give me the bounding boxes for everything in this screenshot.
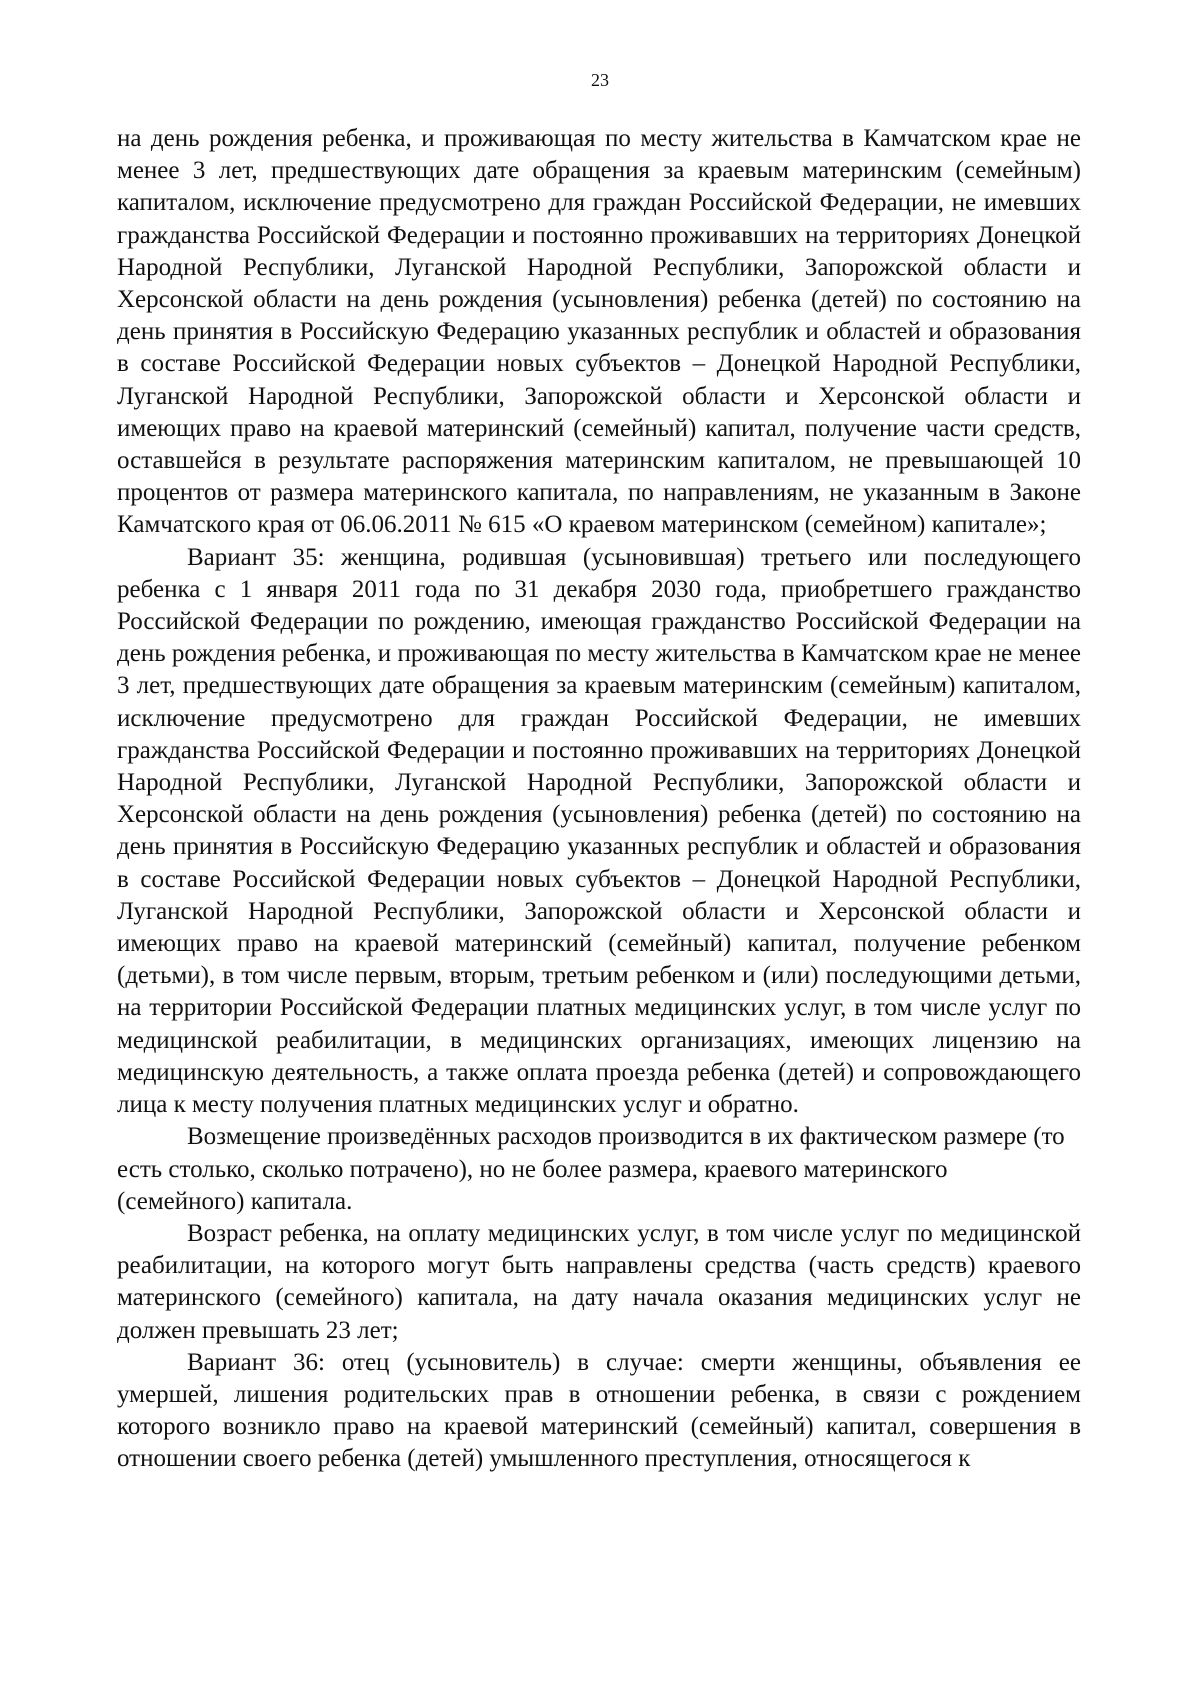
paragraph-child-age: Возраст ребенка, на оплату медицинских услуг, в том числе услуг по медицинской реабилитации, на которого могут быть направлены средства (часть средств) краевого материнского (семейного) капитала, на дату начала оказания медицинских услуг не должен превышать 23 лет; — [117, 1219, 1081, 1344]
paragraph-variant-35: Вариант 35: женщина, родившая (усыновившая) третьего или последующего ребенка с 1 января 2011 года по 31 декабря 2030 года, приобретшего гражданство Российской Федерации по рождению, имеющая гражданство Российской Федерации на день рождения ребенка, и проживающая по месту жительства в Камчатском крае не менее 3 лет, предшествующих дате обращения за краевым материнским (семейным) капиталом, исключение предусмотрено для граждан Российской Федерации, не имевших гражданства Российской Федерации и постоянно проживавших на территориях Донецкой Народной Республики, Луганской Народной Республики, Запорожской области и Херсонской области на день рождения (усыновления) ребенка (детей) по состоянию на день принятия в Российскую Федерацию указанных республик и областей и образования в составе Российской Федерации новых субъектов – Донецкой Народной Республики, Луганской Народной Республики, Запорожской области и Херсонской области и имеющих право на краевой материнский (семейный) капитал, получение ребенком (детьми), в том числе первым, вторым, третьим ребенком и (или) последующими детьми, на территории Российской Федерации платных медицинских услуг, в том числе услуг по медицинской реабилитации, в медицинских организациях, имеющих лицензию на медицинскую деятельность, а также оплата проезда ребенка (детей) и сопровождающего лица к месту получения платных медицинских услуг и обратно. — [117, 543, 1081, 1119]
paragraph-variant-36: Вариант 36: отец (усыновитель) в случае: смерти женщины, объявления ее умершей, лишения родительских прав в отношении ребенка, в связи с рождением которого возникло право на краевой материнский (семейный) капитал, совершения в отношении своего ребенка (детей) умышленного преступления, относящегося к — [117, 1348, 1081, 1473]
paragraph-continuation: на день рождения ребенка, и проживающая по месту жительства в Камчатском крае не менее 3 лет, предшествующих дате обращения за краевым материнским (семейным) капиталом, исключение предусмотрено для граждан Российской Федерации, не имевших гражданства Российской Федерации и постоянно проживавших на территориях Донецкой Народной Республики, Луганской Народной Республики, Запорожской области и Херсонской области на день рождения (усыновления) ребенка (детей) по состоянию на день принятия в Российскую Федерацию указанных республик и областей и образования в составе Российской Федерации новых субъектов – Донецкой Народной Республики, Луганской Народной Республики, Запорожской области и Херсонской области и имеющих право на краевой материнский (семейный) капитал, получение части средств, оставшейся в результате распоряжения материнским капиталом, не превышающей 10 процентов от размера материнского капитала, по направлениям, не указанным в Законе Камчатского края от 06.06.2011 № 615 «О краевом материнском (семейном) капитале»; — [117, 125, 1081, 539]
document-body — [117, 123, 1081, 1476]
paragraph-reimbursement: Возмещение произведённых расходов производится в их фактическом размере (то есть столько, сколько потрачено), но не более размера, краевого материнского (семейного) капитала. — [117, 1123, 1065, 1215]
page-number: 23 — [591, 70, 609, 90]
